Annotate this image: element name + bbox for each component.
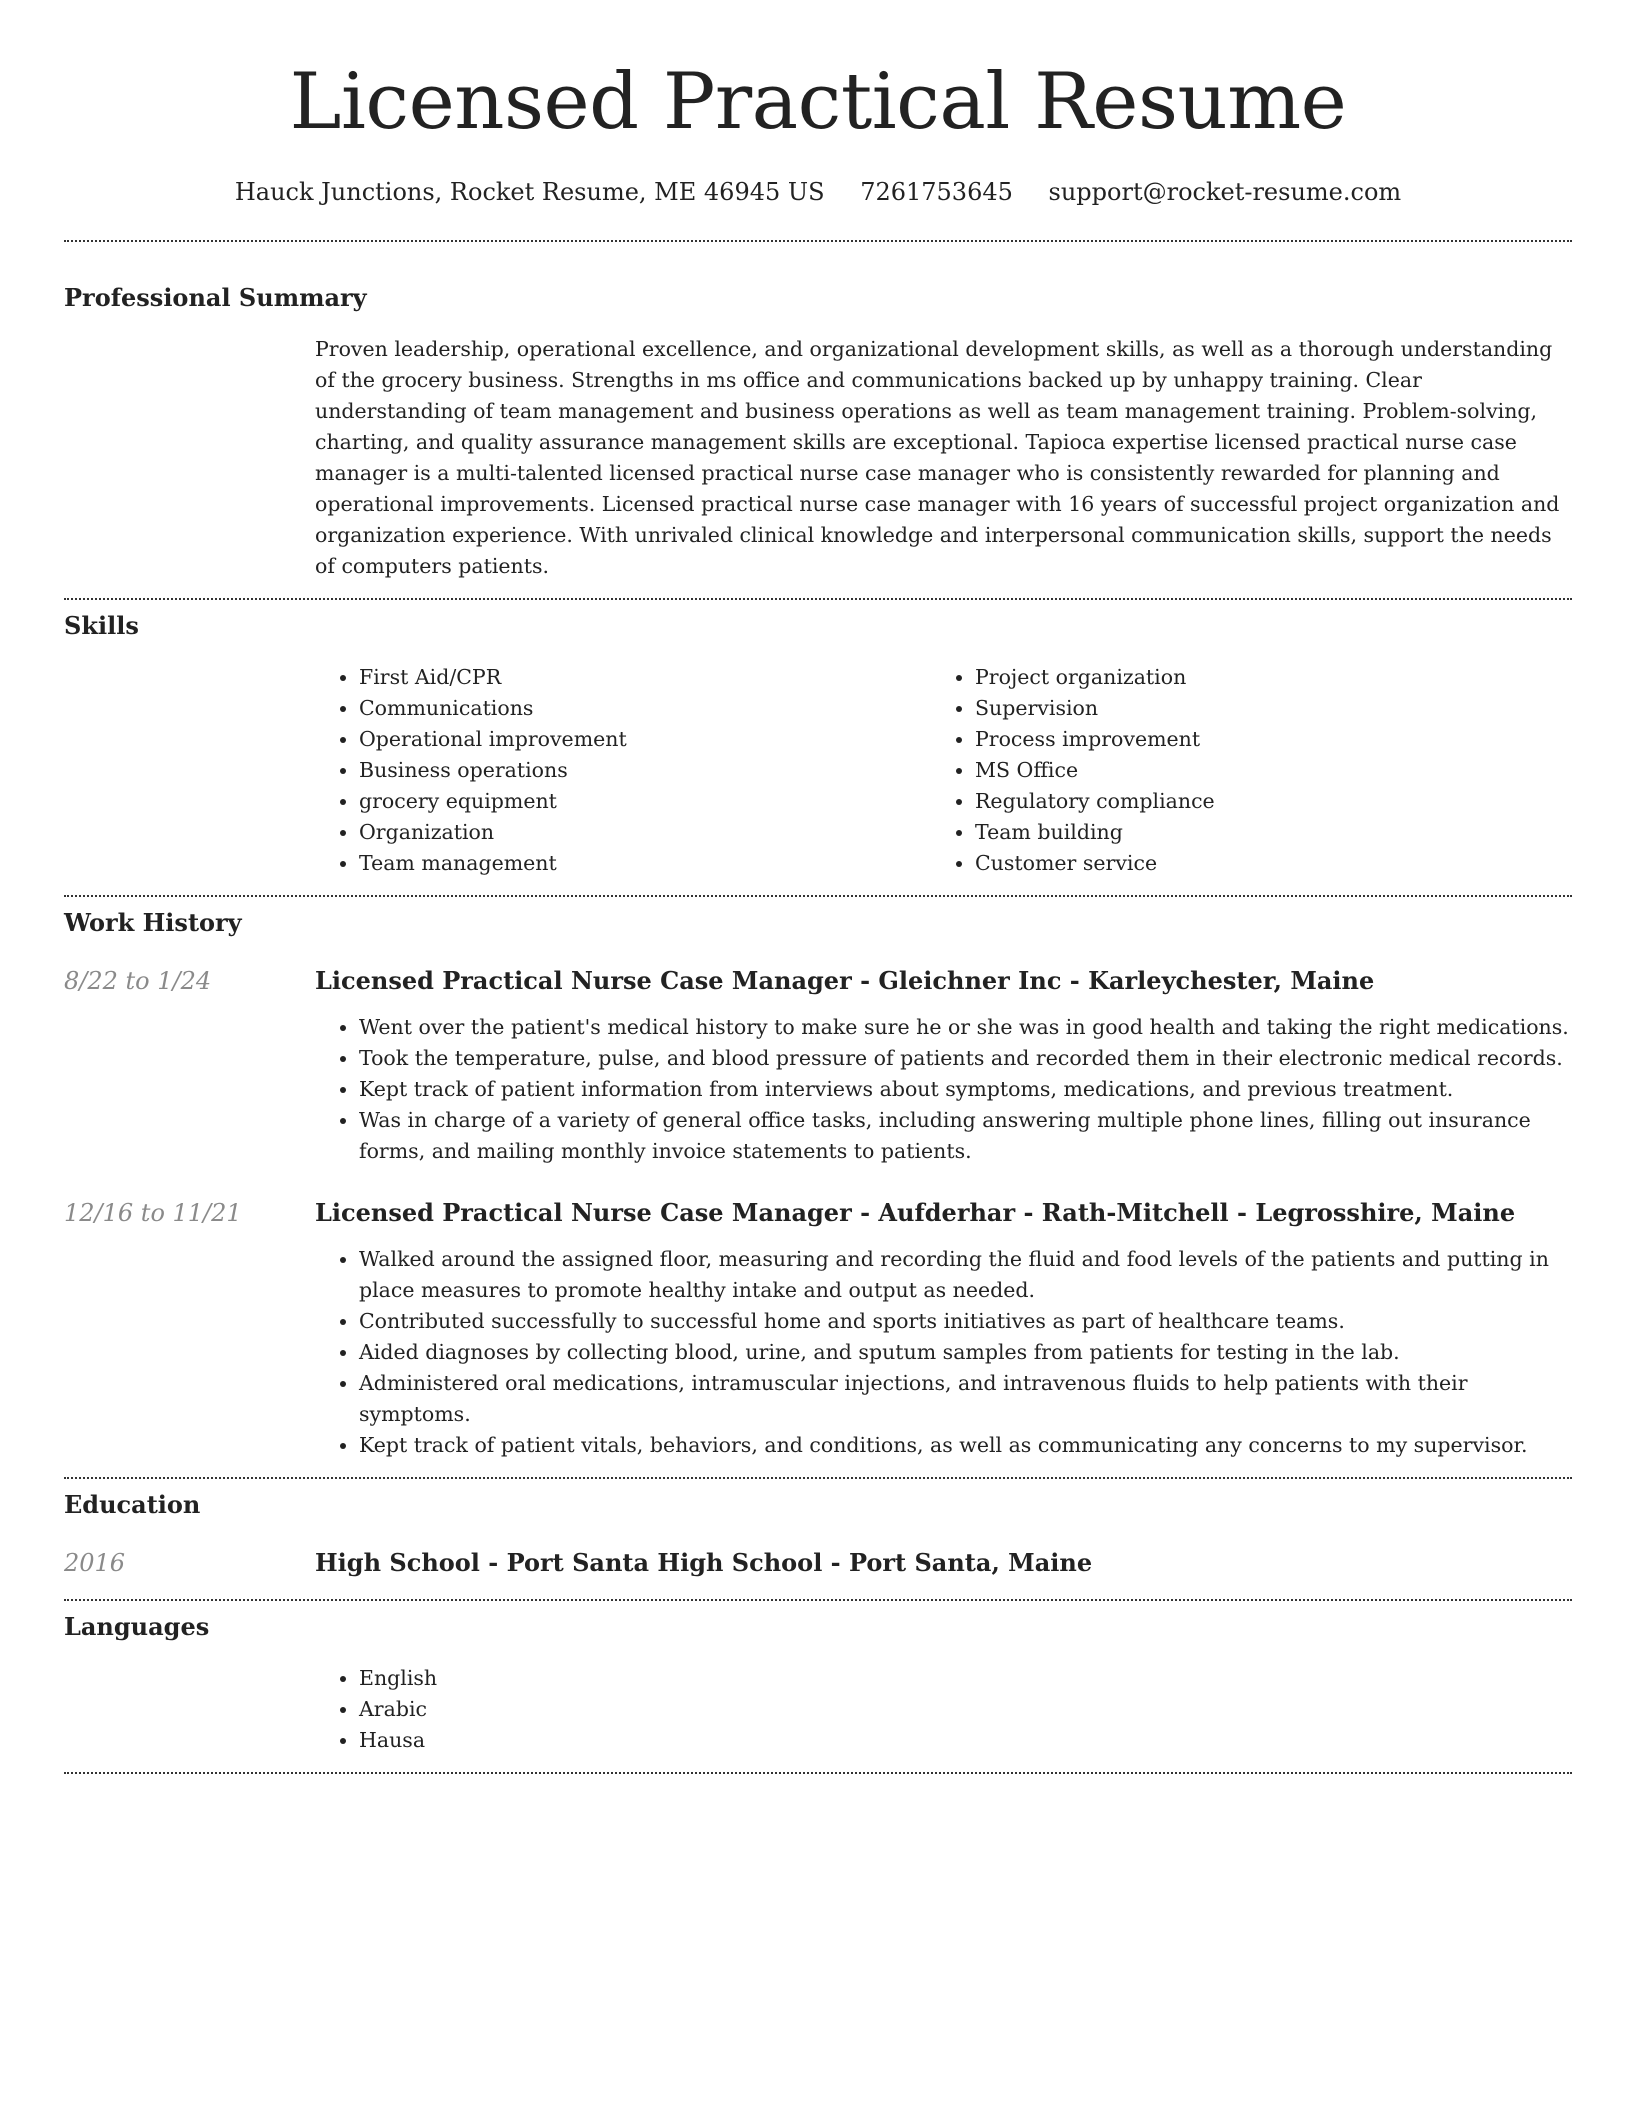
language-item: • Hausa bbox=[359, 1725, 1572, 1756]
divider bbox=[64, 1772, 1572, 1774]
skill-item: • Team management bbox=[359, 848, 931, 879]
summary-section bbox=[64, 242, 1572, 582]
skill-item: • Communications bbox=[359, 693, 931, 724]
languages-content bbox=[315, 1663, 1572, 1756]
work-section bbox=[64, 897, 1572, 1461]
education-entry bbox=[64, 1547, 1572, 1579]
job-bullet: • Kept track of patient information from interviews about symptoms, medications, and previous treatment. bbox=[359, 1074, 1572, 1105]
education-year: 2016 bbox=[64, 1549, 126, 1577]
skills-column-left bbox=[315, 662, 931, 879]
language-item: • Arabic bbox=[359, 1694, 1572, 1725]
skill-item: • Team building bbox=[975, 817, 1547, 848]
job-bullets bbox=[315, 1012, 1572, 1167]
skill-item: • Business operations bbox=[359, 755, 931, 786]
skill-item: • Organization bbox=[359, 817, 931, 848]
job-bullets bbox=[315, 1244, 1572, 1461]
languages-list bbox=[315, 1663, 1572, 1756]
summary-heading: Professional Summary bbox=[64, 283, 367, 312]
skill-item: • grocery equipment bbox=[359, 786, 931, 817]
language-item: • English bbox=[359, 1663, 1572, 1694]
skill-item: • Operational improvement bbox=[359, 724, 931, 755]
job-bullet: • Went over the patient's medical history to make sure he or she was in good health and taking the right medications. bbox=[359, 1012, 1572, 1043]
job-entry bbox=[64, 1197, 1572, 1461]
education-title: High School - Port Santa High School - Port Santa, Maine bbox=[315, 1548, 1093, 1577]
job-entry bbox=[64, 965, 1572, 1167]
job-bullet: • Aided diagnoses by collecting blood, urine, and sputum samples from patients for testing in the lab. bbox=[359, 1337, 1572, 1368]
contact-email: support@rocket-resume.com bbox=[1048, 178, 1402, 206]
resume-header bbox=[64, 0, 1572, 208]
skills-grid bbox=[315, 662, 1572, 879]
job-title: Licensed Practical Nurse Case Manager - Gleichner Inc - Karleychester, Maine bbox=[315, 966, 1375, 995]
skill-item: • MS Office bbox=[975, 755, 1547, 786]
job-bullet: • Administered oral medications, intramuscular injections, and intravenous fluids to help patients with their symptoms. bbox=[359, 1368, 1572, 1430]
skills-heading: Skills bbox=[64, 611, 139, 640]
job-title: Licensed Practical Nurse Case Manager - Aufderhar - Rath-Mitchell - Legrosshire, Maine bbox=[315, 1198, 1516, 1227]
skill-item: • Regulatory compliance bbox=[975, 786, 1547, 817]
languages-heading: Languages bbox=[64, 1612, 210, 1641]
contact-address: Hauck Junctions, Rocket Resume, ME 46945 US bbox=[234, 178, 825, 206]
job-bullet: • Was in charge of a variety of general office tasks, including answering multiple phone lines, filling out insurance forms, and mailing monthly invoice statements to patients. bbox=[359, 1105, 1572, 1167]
education-heading: Education bbox=[64, 1490, 201, 1519]
skills-list-right bbox=[931, 662, 1547, 879]
resume-name: Licensed Practical Resume bbox=[289, 57, 1347, 147]
education-body bbox=[315, 1547, 1572, 1579]
skill-item: • Customer service bbox=[975, 848, 1547, 879]
job-bullet: • Kept track of patient vitals, behaviors, and conditions, as well as communicating any concerns to my supervisor. bbox=[359, 1430, 1572, 1461]
languages-section bbox=[64, 1601, 1572, 1756]
skill-item: • First Aid/CPR bbox=[359, 662, 931, 693]
skills-column-right bbox=[931, 662, 1547, 879]
resume-page bbox=[64, 0, 1572, 1774]
skill-item: • Project organization bbox=[975, 662, 1547, 693]
job-bullet: • Took the temperature, pulse, and blood pressure of patients and recorded them in their electronic medical records. bbox=[359, 1043, 1572, 1074]
job-bullet: • Walked around the assigned floor, measuring and recording the fluid and food levels of the patients and putting in place measures to promote healthy intake and output as needed. bbox=[359, 1244, 1572, 1306]
job-body bbox=[315, 1197, 1572, 1461]
skills-content bbox=[315, 662, 1572, 879]
skills-list-left bbox=[315, 662, 931, 879]
job-bullet: • Contributed successfully to successful home and sports initiatives as part of healthcare teams. bbox=[359, 1306, 1572, 1337]
job-body bbox=[315, 965, 1572, 1167]
skill-item: • Process improvement bbox=[975, 724, 1547, 755]
job-dates: 8/22 to 1/24 bbox=[64, 967, 212, 995]
summary-content bbox=[315, 334, 1572, 582]
job-dates: 12/16 to 11/21 bbox=[64, 1199, 242, 1227]
work-heading: Work History bbox=[64, 908, 242, 937]
education-section bbox=[64, 1479, 1572, 1579]
contact-line bbox=[64, 176, 1572, 208]
skill-item: • Supervision bbox=[975, 693, 1547, 724]
contact-phone: 7261753645 bbox=[860, 178, 1013, 206]
summary-text: Proven leadership, operational excellence, and organizational development skills, as well as a thorough understanding of the grocery business. Strengths in ms office and communications backed up by unhappy training. Clear understanding of team management and business operations as well as team management training. Problem-solving, charting, and quality assurance management skills are exceptional. Tapioca expertise licensed practical nurse case manager is a multi-talented licensed practical nurse case manager who is consistently rewarded for planning and operational improvements. Licensed practical nurse case manager with 16 years of successful project organization and organization experience. With unrivaled clinical knowledge and interpersonal communication skills, support the needs of computers patients. bbox=[315, 337, 1560, 578]
skills-section bbox=[64, 600, 1572, 879]
